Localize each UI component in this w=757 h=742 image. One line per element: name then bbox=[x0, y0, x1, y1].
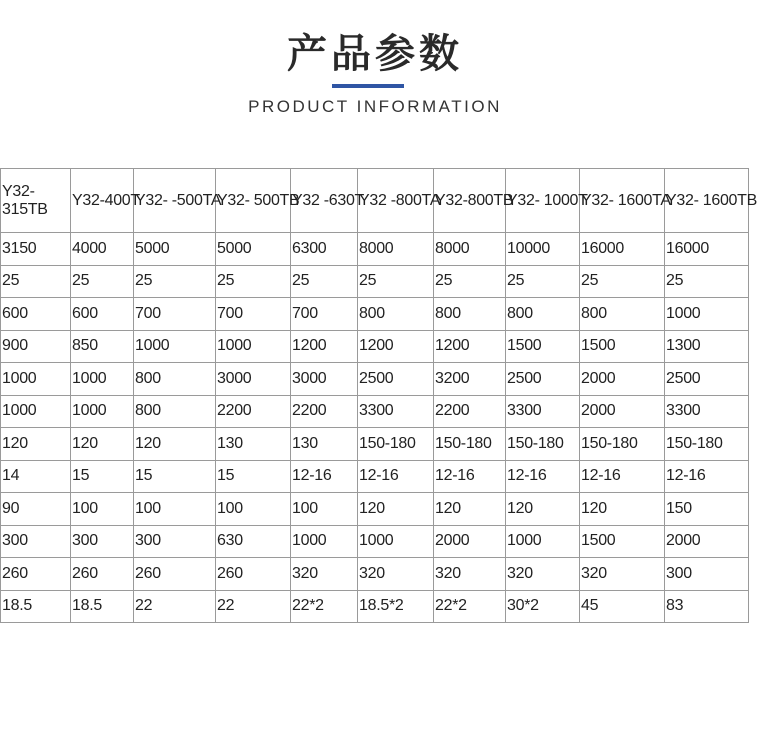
table-cell: 25 bbox=[665, 265, 749, 298]
table-cell: 2200 bbox=[291, 395, 358, 428]
table-row bbox=[1, 363, 749, 396]
table-cell: 150-180 bbox=[506, 428, 580, 461]
table-cell: 25 bbox=[506, 265, 580, 298]
table-cell: 18.5*2 bbox=[358, 590, 434, 623]
table-cell: 700 bbox=[291, 298, 358, 331]
table-cell: 18.5 bbox=[1, 590, 71, 623]
table-cell: 22*2 bbox=[291, 590, 358, 623]
table-cell: 150-180 bbox=[434, 428, 506, 461]
table-cell: 120 bbox=[434, 493, 506, 526]
table-cell: 1200 bbox=[291, 330, 358, 363]
table-cell: 10000 bbox=[506, 233, 580, 266]
table-cell: 2500 bbox=[665, 363, 749, 396]
table-row bbox=[1, 395, 749, 428]
table-cell: 150-180 bbox=[665, 428, 749, 461]
table-cell: 1000 bbox=[134, 330, 216, 363]
table-cell: 1500 bbox=[580, 525, 665, 558]
table-cell: 100 bbox=[216, 493, 291, 526]
table-cell: 12-16 bbox=[358, 460, 434, 493]
column-header: Y32- 315TB bbox=[1, 169, 71, 233]
table-cell: 5000 bbox=[216, 233, 291, 266]
table-cell: 700 bbox=[216, 298, 291, 331]
table-cell: 2200 bbox=[216, 395, 291, 428]
table-cell: 3300 bbox=[358, 395, 434, 428]
table-cell: 100 bbox=[134, 493, 216, 526]
table-row bbox=[1, 298, 749, 331]
table-cell: 800 bbox=[506, 298, 580, 331]
table-cell: 6300 bbox=[291, 233, 358, 266]
table-cell: 300 bbox=[134, 525, 216, 558]
table-cell: 1000 bbox=[71, 363, 134, 396]
table-row bbox=[1, 590, 749, 623]
table-row bbox=[1, 493, 749, 526]
table-cell: 22 bbox=[134, 590, 216, 623]
table-cell: 800 bbox=[358, 298, 434, 331]
table-cell: 22 bbox=[216, 590, 291, 623]
table-cell: 320 bbox=[434, 558, 506, 591]
table-cell: 630 bbox=[216, 525, 291, 558]
table-cell: 25 bbox=[291, 265, 358, 298]
table-cell: 1500 bbox=[580, 330, 665, 363]
table-cell: 25 bbox=[580, 265, 665, 298]
table-cell: 800 bbox=[580, 298, 665, 331]
table-row bbox=[1, 460, 749, 493]
column-header: Y32- 1600TB bbox=[665, 169, 749, 233]
table-cell: 260 bbox=[216, 558, 291, 591]
table-row bbox=[1, 265, 749, 298]
table-cell: 22*2 bbox=[434, 590, 506, 623]
table-cell: 2200 bbox=[434, 395, 506, 428]
table-cell: 320 bbox=[291, 558, 358, 591]
table-cell: 83 bbox=[665, 590, 749, 623]
table-row bbox=[1, 330, 749, 363]
table-cell: 260 bbox=[1, 558, 71, 591]
table-cell: 120 bbox=[580, 493, 665, 526]
table-cell: 1000 bbox=[1, 363, 71, 396]
table-cell: 1200 bbox=[358, 330, 434, 363]
table-row bbox=[1, 558, 749, 591]
table-row bbox=[1, 233, 749, 266]
table-cell: 320 bbox=[358, 558, 434, 591]
table-cell: 25 bbox=[1, 265, 71, 298]
table-cell: 3300 bbox=[665, 395, 749, 428]
column-header: Y32- 1600TA bbox=[580, 169, 665, 233]
table-cell: 3000 bbox=[216, 363, 291, 396]
table-cell: 150 bbox=[665, 493, 749, 526]
title-underline bbox=[332, 84, 404, 88]
table-cell: 25 bbox=[216, 265, 291, 298]
column-header: Y32-400T bbox=[71, 169, 134, 233]
table-cell: 12-16 bbox=[434, 460, 506, 493]
table-cell: 3000 bbox=[291, 363, 358, 396]
table-cell: 900 bbox=[1, 330, 71, 363]
table-cell: 850 bbox=[71, 330, 134, 363]
table-cell: 2000 bbox=[434, 525, 506, 558]
table-cell: 120 bbox=[358, 493, 434, 526]
table-cell: 120 bbox=[134, 428, 216, 461]
table-cell: 700 bbox=[134, 298, 216, 331]
table-cell: 1000 bbox=[358, 525, 434, 558]
table-cell: 800 bbox=[434, 298, 506, 331]
table-cell: 25 bbox=[71, 265, 134, 298]
table-header-row bbox=[1, 169, 749, 233]
table-cell: 5000 bbox=[134, 233, 216, 266]
table-cell: 260 bbox=[134, 558, 216, 591]
table-cell: 16000 bbox=[665, 233, 749, 266]
table-cell: 1500 bbox=[506, 330, 580, 363]
spec-table bbox=[0, 168, 757, 623]
table-cell: 2000 bbox=[580, 363, 665, 396]
page-subtitle: PRODUCT INFORMATION bbox=[248, 97, 502, 116]
table-cell: 1300 bbox=[665, 330, 749, 363]
table-cell: 300 bbox=[665, 558, 749, 591]
table-row bbox=[1, 525, 749, 558]
table-cell: 100 bbox=[291, 493, 358, 526]
table-cell: 130 bbox=[291, 428, 358, 461]
column-header: Y32-800TB bbox=[434, 169, 506, 233]
table-row bbox=[1, 428, 749, 461]
table-cell: 4000 bbox=[71, 233, 134, 266]
table-cell: 18.5 bbox=[71, 590, 134, 623]
table-cell: 25 bbox=[134, 265, 216, 298]
table-cell: 45 bbox=[580, 590, 665, 623]
table-cell: 130 bbox=[216, 428, 291, 461]
column-header: Y32 -800TA bbox=[358, 169, 434, 233]
table-cell: 12-16 bbox=[291, 460, 358, 493]
table-cell: 30*2 bbox=[506, 590, 580, 623]
table-cell: 15 bbox=[216, 460, 291, 493]
column-header: Y32- 500TB bbox=[216, 169, 291, 233]
table-cell: 600 bbox=[1, 298, 71, 331]
table-cell: 1000 bbox=[291, 525, 358, 558]
table-cell: 1000 bbox=[216, 330, 291, 363]
column-header: Y32 -630T bbox=[291, 169, 358, 233]
table-cell: 3200 bbox=[434, 363, 506, 396]
table-cell: 25 bbox=[358, 265, 434, 298]
table-cell: 2500 bbox=[506, 363, 580, 396]
table-cell: 2500 bbox=[358, 363, 434, 396]
table-cell: 800 bbox=[134, 395, 216, 428]
spec-table-body bbox=[1, 169, 757, 623]
table-cell: 12-16 bbox=[506, 460, 580, 493]
table-cell: 1200 bbox=[434, 330, 506, 363]
table-cell: 3300 bbox=[506, 395, 580, 428]
spec-table-container bbox=[0, 168, 757, 620]
table-cell: 300 bbox=[71, 525, 134, 558]
table-cell: 3150 bbox=[1, 233, 71, 266]
table-cell: 260 bbox=[71, 558, 134, 591]
table-cell: 16000 bbox=[580, 233, 665, 266]
table-cell: 90 bbox=[1, 493, 71, 526]
column-header: Y32- -500TA bbox=[134, 169, 216, 233]
table-cell: 2000 bbox=[665, 525, 749, 558]
table-cell: 150-180 bbox=[358, 428, 434, 461]
table-cell: 1000 bbox=[506, 525, 580, 558]
table-cell: 2000 bbox=[580, 395, 665, 428]
table-cell: 100 bbox=[71, 493, 134, 526]
table-cell: 150-180 bbox=[580, 428, 665, 461]
table-cell: 8000 bbox=[358, 233, 434, 266]
table-cell: 320 bbox=[506, 558, 580, 591]
table-cell: 12-16 bbox=[665, 460, 749, 493]
table-cell: 800 bbox=[134, 363, 216, 396]
table-cell: 120 bbox=[506, 493, 580, 526]
table-cell: 15 bbox=[134, 460, 216, 493]
table-cell: 25 bbox=[434, 265, 506, 298]
table-cell: 12-16 bbox=[580, 460, 665, 493]
table-cell: 14 bbox=[1, 460, 71, 493]
table-cell: 8000 bbox=[434, 233, 506, 266]
table-cell: 120 bbox=[1, 428, 71, 461]
table-cell: 120 bbox=[71, 428, 134, 461]
table-cell: 320 bbox=[580, 558, 665, 591]
table-cell: 600 bbox=[71, 298, 134, 331]
table-cell: 1000 bbox=[1, 395, 71, 428]
column-header: Y32- 1000T bbox=[506, 169, 580, 233]
table-cell: 1000 bbox=[71, 395, 134, 428]
table-cell: 15 bbox=[71, 460, 134, 493]
table-cell: 300 bbox=[1, 525, 71, 558]
page-title: 产品参数 bbox=[287, 31, 463, 77]
table-cell: 1000 bbox=[665, 298, 749, 331]
